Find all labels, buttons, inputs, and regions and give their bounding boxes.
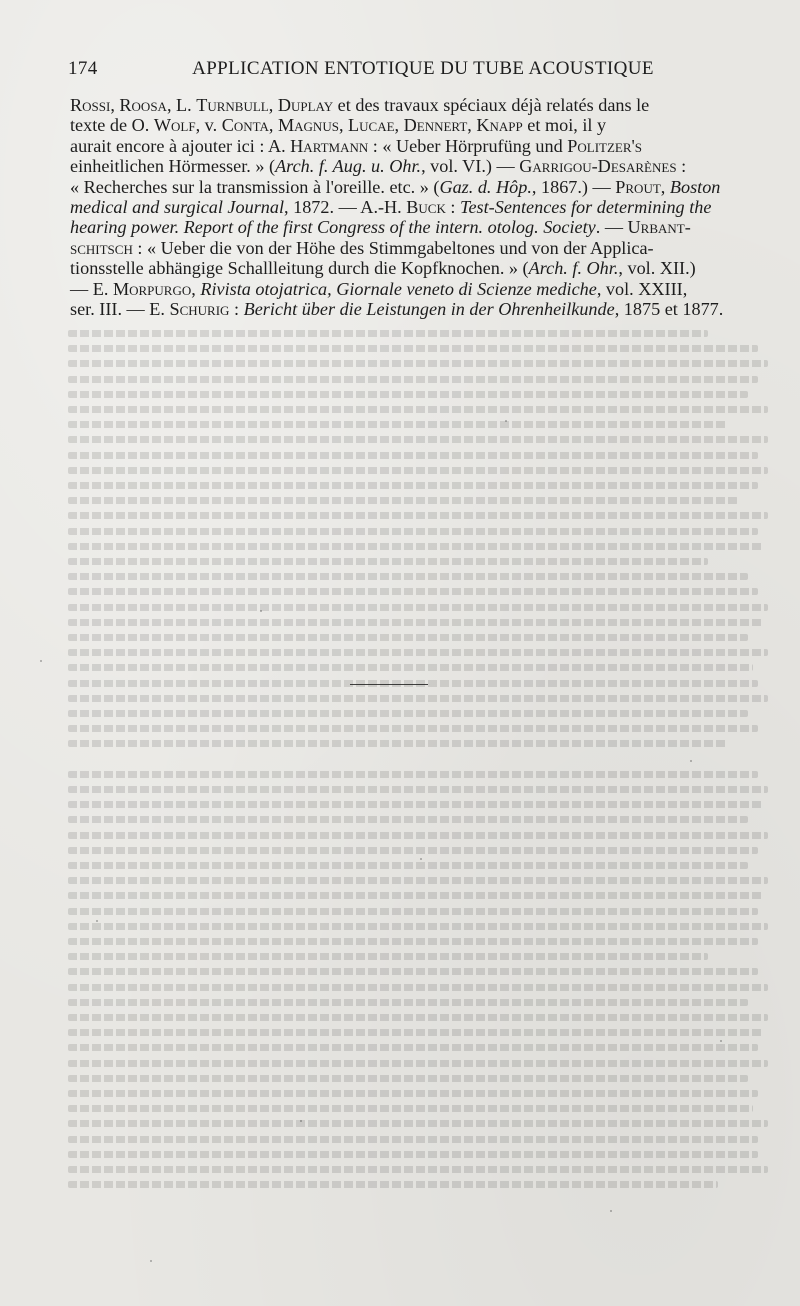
text-line: [70, 156, 760, 176]
bleed-line: [68, 497, 738, 504]
bleed-line: [68, 604, 768, 611]
bleed-line: [68, 588, 758, 595]
bleed-line: [68, 892, 763, 899]
bleed-line: [68, 1120, 768, 1127]
paper-speck: [420, 858, 422, 860]
bleed-line: [68, 512, 768, 519]
bleed-line: [68, 908, 758, 915]
show-through-text: [68, 330, 768, 1210]
paper-speck: [690, 760, 692, 762]
text-run: « Recherches sur la transmission à l'oreille. etc. » (: [70, 176, 440, 197]
text-run: :: [676, 156, 687, 177]
bleed-line: [68, 1014, 768, 1021]
author-name: Knapp: [476, 115, 523, 136]
bleed-line: [68, 573, 748, 580]
bleed-line: [68, 452, 758, 459]
text-line: [70, 136, 760, 156]
paper-speck: [505, 420, 507, 422]
text-run: aurait encore à ajouter ici : A.: [70, 135, 291, 156]
bleed-line: [68, 771, 758, 778]
bleed-line: [68, 664, 753, 671]
bleed-line: [68, 1075, 748, 1082]
page-number: 174: [68, 58, 98, 79]
bleed-line: [68, 1105, 753, 1112]
text-run: :: [445, 197, 461, 218]
bleed-line: [68, 1090, 758, 1097]
publication-title: medical and surgical Journal: [70, 197, 285, 218]
text-run: , 1875 et 1877.: [614, 299, 724, 320]
bleed-line: [68, 953, 708, 960]
bleed-line: [68, 999, 748, 1006]
bleed-line: [68, 938, 758, 945]
text-line: [70, 299, 760, 319]
text-run: et moi, il y: [522, 115, 607, 136]
paper-speck: [260, 610, 262, 612]
bleed-line: [68, 710, 748, 717]
text-run: ,: [394, 115, 404, 136]
bleed-line: [68, 984, 768, 991]
author-name: Dennert: [403, 115, 468, 136]
author-name: Schurig: [169, 299, 230, 320]
publication-title: Arch. f. Aug. u. Ohr.: [275, 156, 422, 177]
text-run: :: [229, 299, 244, 320]
paper-speck: [96, 920, 98, 922]
text-run: et des travaux spéciaux déjà relatés dans le: [333, 95, 650, 115]
text-run: , L.: [166, 95, 197, 115]
bleed-line: [68, 695, 768, 702]
bleed-line: [68, 330, 708, 337]
text-run: einheitlichen Hörmesser. » (: [70, 156, 276, 177]
publication-title: Arch. f. Ohr.: [528, 258, 619, 279]
text-line: [70, 238, 760, 258]
bleed-line: [68, 923, 768, 930]
author-name: Wolf: [153, 115, 196, 136]
author-name: Morpurgo: [112, 278, 192, 299]
bibliography-paragraph: [70, 95, 760, 319]
text-run: ,: [268, 115, 278, 136]
author-name: Lucae: [348, 115, 395, 136]
bleed-line: [68, 376, 758, 383]
bleed-line: [68, 740, 728, 747]
bleed-line: [68, 436, 768, 443]
paper-speck: [720, 1040, 722, 1042]
bleed-line: [68, 421, 728, 428]
text-run: texte de O.: [70, 115, 154, 136]
bleed-line: [68, 528, 758, 535]
bleed-line: [68, 482, 758, 489]
text-run: ,: [338, 115, 349, 136]
text-run: . —: [595, 217, 628, 238]
text-line: [70, 258, 760, 278]
bleed-line: [68, 968, 758, 975]
bleed-line: [68, 391, 748, 398]
paper-speck: [610, 1210, 612, 1212]
bleed-line: [68, 862, 748, 869]
author-name: Politzer's: [567, 135, 643, 156]
page-header: [68, 58, 758, 82]
bleed-line: [68, 877, 768, 884]
text-run: , vol. XII.): [618, 258, 696, 279]
publication-title: hearing power. Report of the first Congress of the intern. otolog. Society: [70, 217, 596, 238]
text-run: ,: [191, 278, 201, 299]
text-line: [70, 197, 760, 217]
bleed-line: [68, 816, 748, 823]
paper-speck: [300, 1120, 302, 1122]
author-name: Hartmann: [290, 135, 369, 156]
bleed-line: [68, 1060, 768, 1067]
bleed-line: [68, 786, 768, 793]
text-run: tionsstelle abhängige Schallleitung durch die Kopfknochen. » (: [70, 258, 529, 279]
bleed-line: [68, 345, 758, 352]
text-run: ,: [110, 95, 120, 115]
paper-speck: [150, 1260, 152, 1262]
publication-title: Boston: [669, 176, 721, 197]
text-run: , vol. XXIII,: [596, 278, 688, 299]
text-run: ,: [268, 95, 278, 115]
bleed-line: [68, 1181, 718, 1188]
text-line: [70, 217, 760, 237]
text-run: : « Ueber die von der Höhe des Stimmgabeltones und von der Applica-: [132, 237, 654, 258]
text-line: [70, 115, 760, 135]
text-line: [70, 177, 760, 197]
text-run: : « Ueber Hörprufüng und: [368, 135, 568, 156]
bleed-line: [68, 847, 758, 854]
publication-title: Gaz. d. Hôp.: [439, 176, 532, 197]
text-line: [70, 95, 760, 115]
author-name: Rossi: [70, 95, 111, 115]
text-run: , v.: [195, 115, 222, 136]
author-name: Conta: [221, 115, 269, 136]
text-run: ,: [467, 115, 477, 136]
bleed-line: [68, 801, 763, 808]
bleed-line: [68, 1044, 758, 1051]
paper-speck: [40, 660, 42, 662]
author-name: Buck: [406, 197, 446, 218]
text-run: — E.: [70, 278, 113, 299]
bleed-line: [68, 1166, 768, 1173]
author-name: Duplay: [277, 95, 334, 115]
running-title: APPLICATION ENTOTIQUE DU TUBE ACOUSTIQUE: [192, 58, 654, 79]
bleed-line: [68, 725, 758, 732]
bleed-line: [68, 467, 768, 474]
publication-title: Bericht über die Leistungen in der Ohrenheilkunde: [243, 299, 615, 320]
bleed-line: [68, 543, 763, 550]
publication-title: Rivista otojatrica, Giornale veneto di Scienze mediche: [200, 278, 597, 299]
author-name: Magnus: [277, 115, 339, 136]
text-run: , vol. VI.) —: [421, 156, 520, 177]
bleed-line: [68, 832, 768, 839]
author-name: Garrigou-Desarènes: [519, 156, 677, 177]
author-name: Turnbull: [196, 95, 269, 115]
bleed-line: [68, 1029, 763, 1036]
author-name: Prout: [615, 176, 661, 197]
bleed-line: [68, 406, 768, 413]
text-run: , 1872. — A.-H.: [284, 197, 407, 218]
publication-title: Test-Sentences for determining the: [460, 197, 712, 218]
text-run: ser. III. — E.: [70, 299, 170, 320]
section-rule: [350, 684, 428, 685]
bleed-line: [68, 634, 748, 641]
bleed-line: [68, 360, 768, 367]
bleed-line: [68, 558, 708, 565]
bleed-line: [68, 649, 768, 656]
bleed-line: [68, 619, 763, 626]
bleed-line: [68, 1136, 758, 1143]
author-name: schitsch: [70, 237, 133, 258]
text-line: [70, 279, 760, 299]
text-run: ,: [660, 176, 670, 197]
author-name: Roosa: [119, 95, 167, 115]
author-name: Urbant-: [627, 217, 691, 238]
bleed-line: [68, 1151, 758, 1158]
text-run: , 1867.) —: [531, 176, 616, 197]
